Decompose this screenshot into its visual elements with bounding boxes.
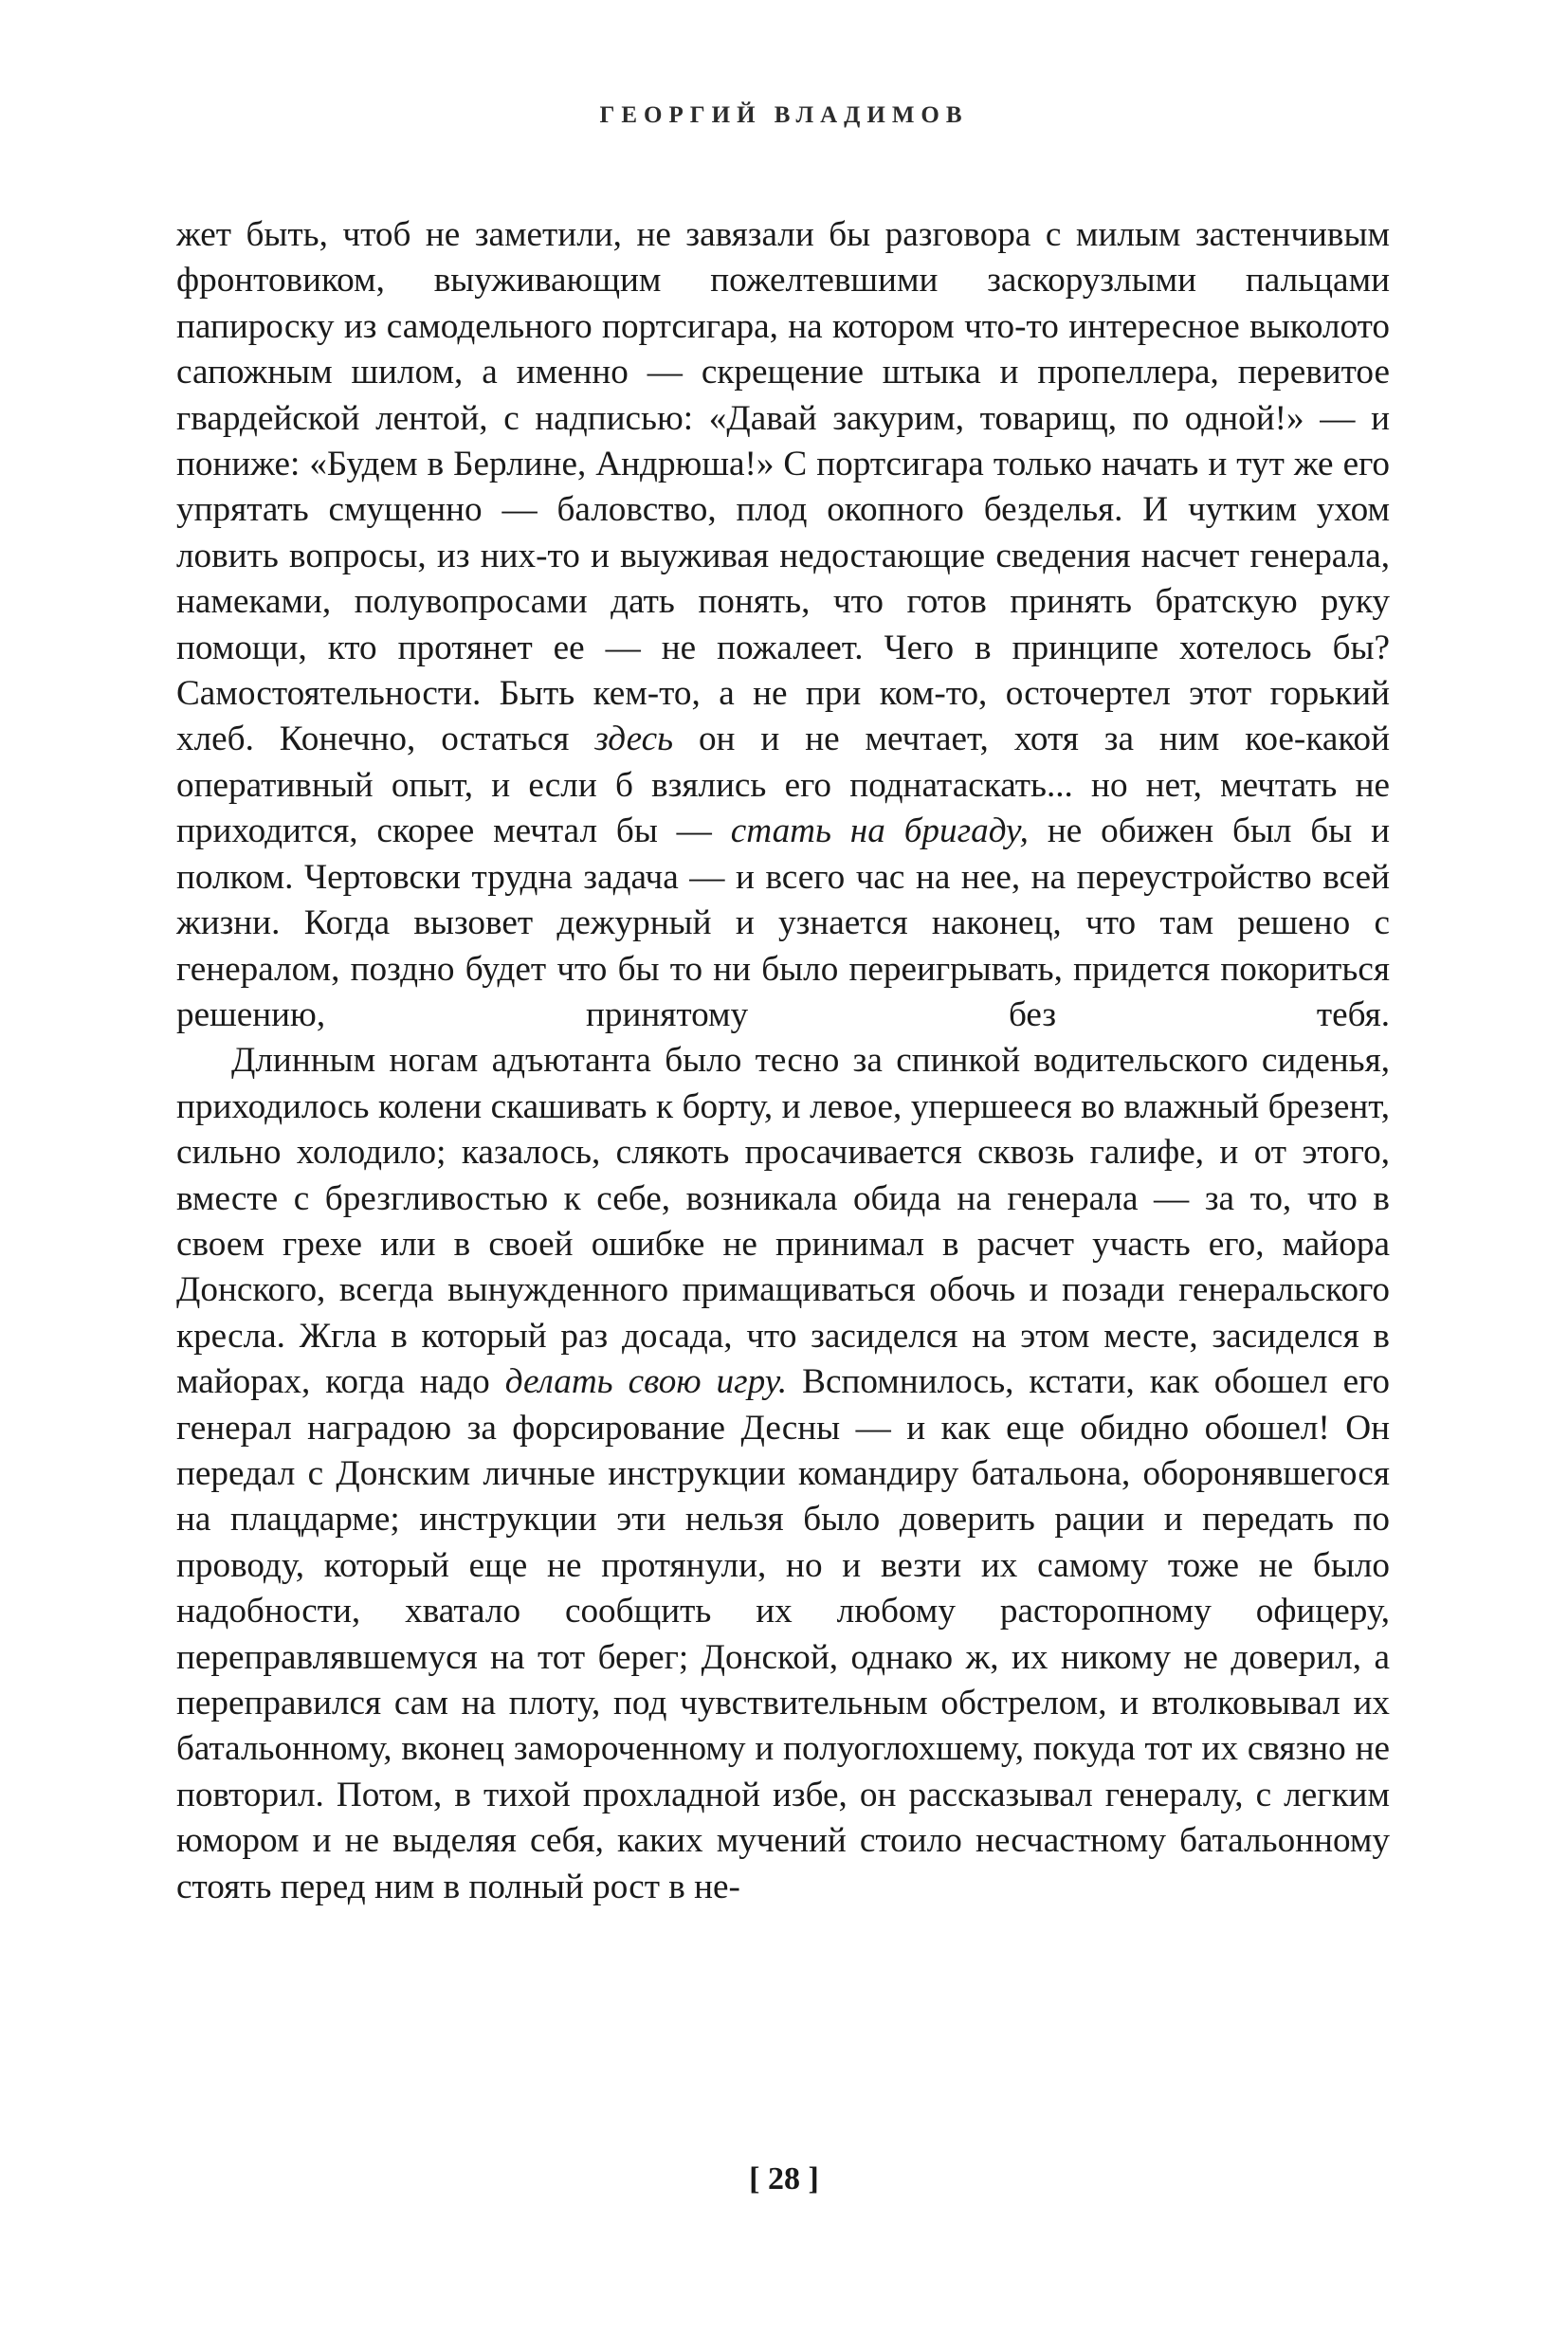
running-head: ГЕОРГИЙ ВЛАДИМОВ [599,102,969,128]
italic-phrase: стать на бригаду, [730,811,1029,851]
paragraph-1-text-c: не обижен был бы и полком. Чертовски трудна задача — и всего час на нее, на переустройство всей жизни. Когда вызовет дежурный и узнается наконец, что там решено с генералом, поздно будет что бы то ни было переигрывать, придется покориться решению, принятому без тебя. [176,811,1391,1034]
page-number: [ 28 ] [749,2161,819,2196]
paragraph-1-text-b: он и не мечтает, хотя за ним кое-какой оперативный опыт, и если б взялись его поднатаскать... но нет, мечтать не приходится, скорее мечтал бы — [176,720,1390,851]
italic-phrase: здесь [594,720,674,759]
paragraph-1-text-a: жет быть, чтоб не заметили, не завязали бы разговора с милым застенчивым фронтовиком, выуживающим пожелтевшими заскорузлыми пальцами папироску из самодельного портсигара, на котором что-то интересное выколото сапожным шилом, а именно — скрещение штыка и пропеллера, перевитое гвардейской лентой, с надписью: «Давай закурим, товарищ, по одной!» — и пониже: «Будем в Берлине, Андрюша!» С портсигара только начать и тут же его упрятать смущенно — баловство, плод окопного безделья. И чутким ухом ловить вопросы, из них-то и выуживая недостающие сведения насчет генерала, намеками, полувопросами дать понять, что готов принять братскую руку помощи, кто протянет ее — не пожалеет. Чего в принципе хотелось бы? Самостоятельности. Быть кем-то, а не при ком-то, осточертел этот горький хлеб. Конечно, остаться [176,215,1390,759]
paragraph-1 [176,212,1390,1038]
italic-phrase: делать свою игру. [504,1362,788,1402]
body-text [176,212,1390,1910]
paragraph-2 [176,1038,1390,1910]
paragraph-2-text-b: Вспомнилось, кстати, как обошел его генерал наградою за форсирование Десны — и как еще обидно обошел! Он передал с Донским личные инструкции командиру батальона, оборонявшегося на плацдарме; инструкции эти нельзя было доверить рации и передать по проводу, который еще не протянули, но и везти их самому тоже не было надобности, хватало сообщить их любому расторопному офицеру, переправлявшемуся на тот берег; Донской, однако ж, их никому не доверил, а переправился сам на плоту, под чувствительным обстрелом, и втолковывал их батальонному, вконец замороченному и полуоглохшему, покуда тот их связно не повторил. Потом, в тихой прохладной избе, он рассказывал генералу, с легким юмором и не выделяя себя, каких мучений стоило несчастному батальонному стоять перед ним в полный рост в не- [176,1362,1390,1906]
paragraph-2-text-a: Длинным ногам адъютанта было тесно за спинкой водительского сиденья, приходилось колени скашивать к борту, и левое, упершееся во влажный брезент, сильно холодило; казалось, слякоть просачивается сквозь галифе, и от этого, вместе с брезгливостью к себе, возникала обида на генерала — за то, что в своем грехе или в своей ошибке не принимал в расчет участь его, майора Донского, всегда вынужденного примащиваться обочь и позади генеральского кресла. Жгла в который раз досада, что засиделся на этом месте, засиделся в майорах, когда надо [176,1041,1390,1402]
